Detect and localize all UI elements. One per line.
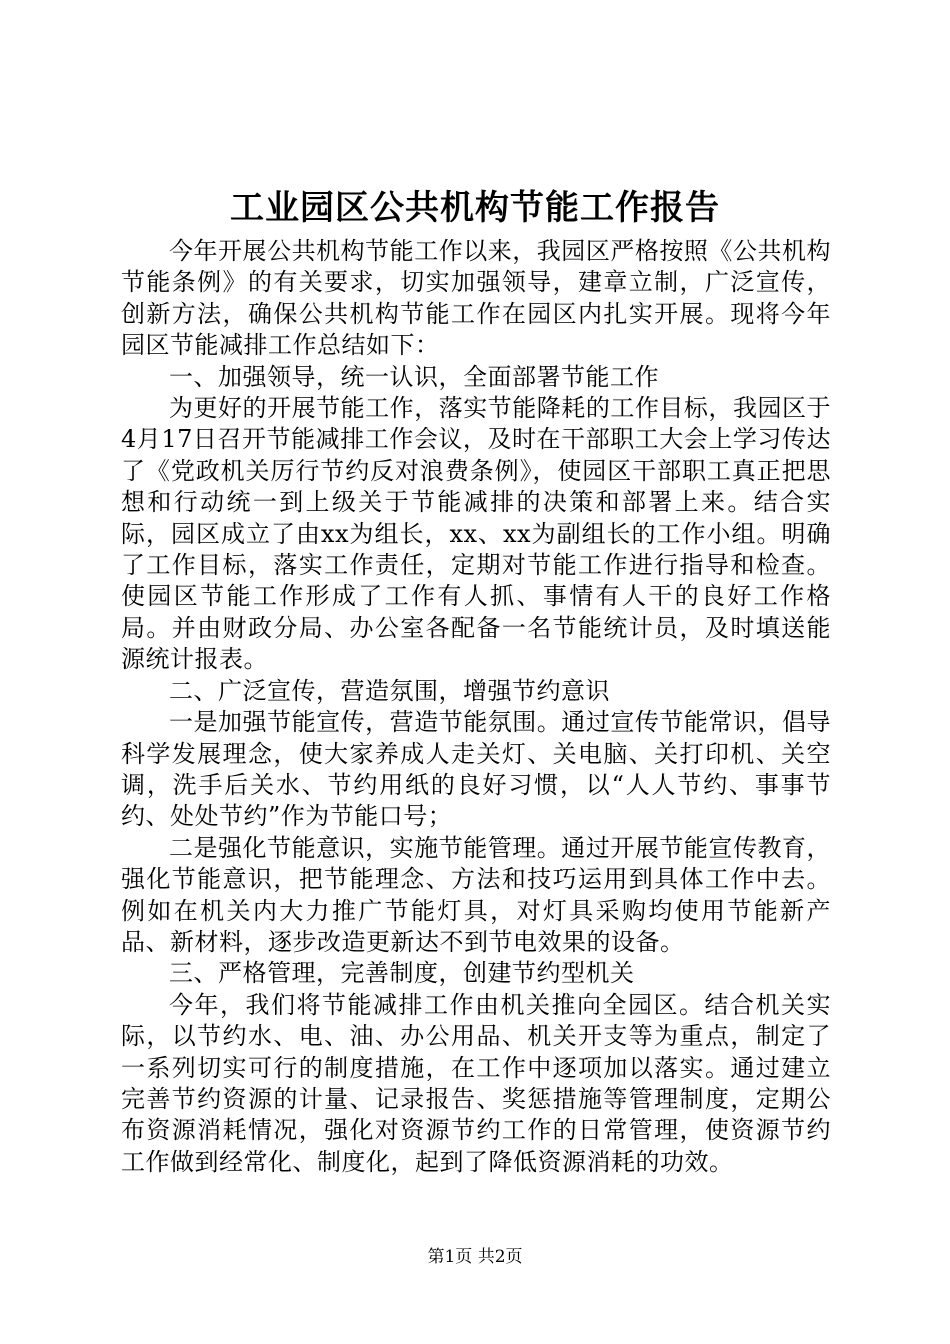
paragraph-section-1: 为更好的开展节能工作，落实节能降耗的工作目标，我园区于4月17日召开节能减排工作会议，及时在干部职工大会上学习传达了《党政机关厉行节约反对浪费条例》，使园区干部职工真正把思想和行动统一到上级关于节能减排的决策和部署上来。结合实际，园区成立了由xx为组长，xx、xx为副组长的工作小组。明确了工作目标，落实工作责任，定期对节能工作进行指导和检查。使园区节能工作形成了工作有人抓、事情有人干的良好工作格局。并由财政分局、办公室各配备一名节能统计员，及时填送能源统计报表。 (121, 394, 831, 674)
section-heading-1: 一、加强领导，统一认识，全面部署节能工作 (169, 362, 659, 391)
document-title: 工业园区公共机构节能工作报告 (230, 188, 720, 228)
paragraph-section-2b: 二是强化节能意识，实施节能管理。通过开展节能宣传教育，强化节能意识，把节能理念、方法和技巧运用到具体工作中去。例如在机关内大力推广节能灯具，对灯具采购均使用节能新产品、新材料，逐步改造更新达不到节电效果的设备。 (121, 833, 831, 956)
paragraph-section-3: 今年，我们将节能减排工作由机关推向全园区。结合机关实际，以节约水、电、油、办公用品、机关开支等为重点，制定了一系列切实可行的制度措施，在工作中逐项加以落实。通过建立完善节约资源的计量、记录报告、奖惩措施等管理制度，定期公布资源消耗情况，强化对资源节约工作的日常管理，使资源节约工作做到经常化、制度化，起到了降低资源消耗的功效。 (121, 990, 831, 1176)
section-heading-3: 三、严格管理，完善制度，创建节约型机关 (169, 959, 635, 988)
page-footer: 第1页 共2页 (427, 1247, 523, 1267)
section-heading-2: 二、广泛宣传，营造氛围，增强节约意识 (169, 676, 610, 705)
paragraph-section-2a: 一是加强节能宣传，营造节能氛围。通过宣传节能常识，倡导科学发展理念，使大家养成人走关灯、关电脑、关打印机、关空调，洗手后关水、节约用纸的良好习惯，以“人人节约、事事节约、处处节约”作为节能口号； (121, 708, 831, 831)
paragraph-intro: 今年开展公共机构节能工作以来，我园区严格按照《公共机构节能条例》的有关要求，切实加强领导，建章立制，广泛宣传，创新方法，确保公共机构节能工作在园区内扎实开展。现将今年园区节能减排工作总结如下： (121, 237, 831, 360)
document-body (121, 236, 831, 1178)
